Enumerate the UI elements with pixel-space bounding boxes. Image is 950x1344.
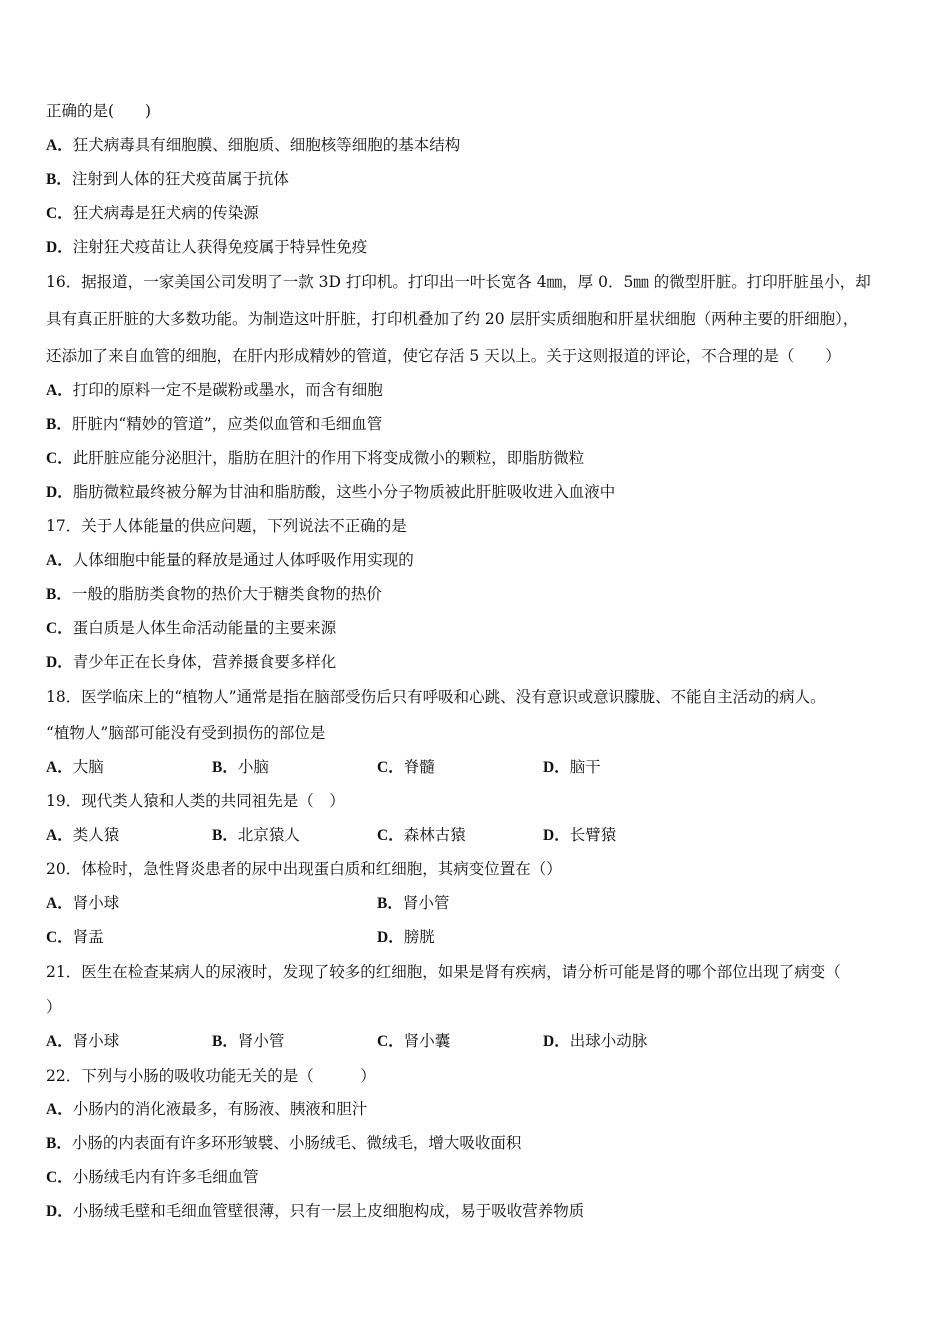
q21-stem-line1: 21．医生在检查某病人的尿液时，发现了较多的红细胞，如果是肾有疾病，请分析可能是肾的哪个部位出现了病变（: [46, 963, 841, 981]
q18-option-c: C．脊髓: [377, 758, 435, 776]
q18-option-d: D．脑干: [543, 758, 601, 776]
q21-option-a: A．肾小球: [46, 1032, 120, 1050]
q16-stem-line2: 具有真正肝脏的大多数功能。为制造这叶肝脏，打印机叠加了约 20 层肝实质细胞和肝星状细胞（两种主要的肝细胞），: [46, 310, 859, 328]
q19-stem: 19．现代类人猿和人类的共同祖先是（ ）: [46, 792, 345, 810]
q19-option-b: B．北京猿人: [212, 826, 300, 844]
q17-option-a: A．人体细胞中能量的释放是通过人体呼吸作用实现的: [46, 551, 414, 569]
q20-option-d: D．膀胱: [377, 928, 435, 946]
q15-option-d: D．注射狂犬疫苗让人获得免疫属于特异性免疫: [46, 238, 368, 256]
q18-stem-line2: “植物人”脑部可能没有受到损伤的部位是: [46, 724, 326, 742]
q15-option-c: C．狂犬病毒是狂犬病的传染源: [46, 204, 259, 222]
q21-stem-line2: ）: [46, 998, 62, 1016]
q15-option-a: A．狂犬病毒具有细胞膜、细胞质、细胞核等细胞的基本结构: [46, 136, 461, 154]
q21-option-d: D．出球小动脉: [543, 1032, 648, 1050]
q17-option-b: B．一般的脂肪类食物的热价大于糖类食物的热价: [46, 585, 382, 603]
q20-option-b: B．肾小管: [377, 894, 450, 912]
q19-option-d: D．长臂猿: [543, 826, 617, 844]
q15-option-b: B．注射到人体的狂犬疫苗属于抗体: [46, 170, 289, 188]
q22-option-b: B．小肠的内表面有许多环形皱襞、小肠绒毛、微绒毛，增大吸收面积: [46, 1134, 522, 1152]
q22-option-d: D．小肠绒毛壁和毛细血管壁很薄，只有一层上皮细胞构成，易于吸收营养物质: [46, 1202, 585, 1220]
q21-option-b: B．肾小管: [212, 1032, 285, 1050]
q20-option-a: A．肾小球: [46, 894, 120, 912]
q16-option-b: B．肝脏内“精妙的管道”，应类似血管和毛细血管: [46, 415, 383, 433]
q18-stem-line1: 18．医学临床上的“植物人”通常是指在脑部受伤后只有呼吸和心跳、没有意识或意识朦胧、不能自主活动的病人。: [46, 688, 826, 706]
q16-option-d: D．脂肪微粒最终被分解为甘油和脂肪酸，这些小分子物质被此肝脏吸收进入血液中: [46, 483, 616, 501]
q21-option-c: C．肾小囊: [377, 1032, 451, 1050]
q19-option-c: C．森林古猿: [377, 826, 466, 844]
q22-stem: 22．下列与小肠的吸收功能无关的是（ ）: [46, 1067, 376, 1085]
q19-option-a: A．类人猿: [46, 826, 120, 844]
q18-option-b: B．小脑: [212, 758, 269, 776]
q20-option-c: C．肾盂: [46, 928, 104, 946]
q16-stem-line1: 16．据报道，一家美国公司发明了一款 3D 打印机。打印出一叶长宽各 4㎜，厚 0．5㎜ 的微型肝脏。打印肝脏虽小，却: [46, 273, 871, 291]
q16-option-c: C．此肝脏应能分泌胆汁，脂肪在胆汁的作用下将变成微小的颗粒，即脂肪微粒: [46, 449, 585, 467]
q20-stem: 20．体检时，急性肾炎患者的尿中出现蛋白质和红细胞，其病变位置在（）: [46, 860, 562, 878]
q15-stem: 正确的是( ): [46, 102, 152, 120]
q17-option-c: C．蛋白质是人体生命活动能量的主要来源: [46, 619, 337, 637]
q18-option-a: A．大脑: [46, 758, 104, 776]
q22-option-c: C．小肠绒毛内有许多毛细血管: [46, 1168, 259, 1186]
q17-stem: 17．关于人体能量的供应问题，下列说法不正确的是: [46, 517, 407, 535]
q17-option-d: D．青少年正在长身体，营养摄食要多样化: [46, 653, 337, 671]
q16-stem-line3: 还添加了来自血管的细胞，在肝内形成精妙的管道，使它存活 5 天以上。关于这则报道的评论，不合理的是（ ）: [46, 347, 841, 365]
q16-option-a: A．打印的原料一定不是碳粉或墨水，而含有细胞: [46, 381, 383, 399]
q22-option-a: A．小肠内的消化液最多，有肠液、胰液和胆汁: [46, 1100, 368, 1118]
